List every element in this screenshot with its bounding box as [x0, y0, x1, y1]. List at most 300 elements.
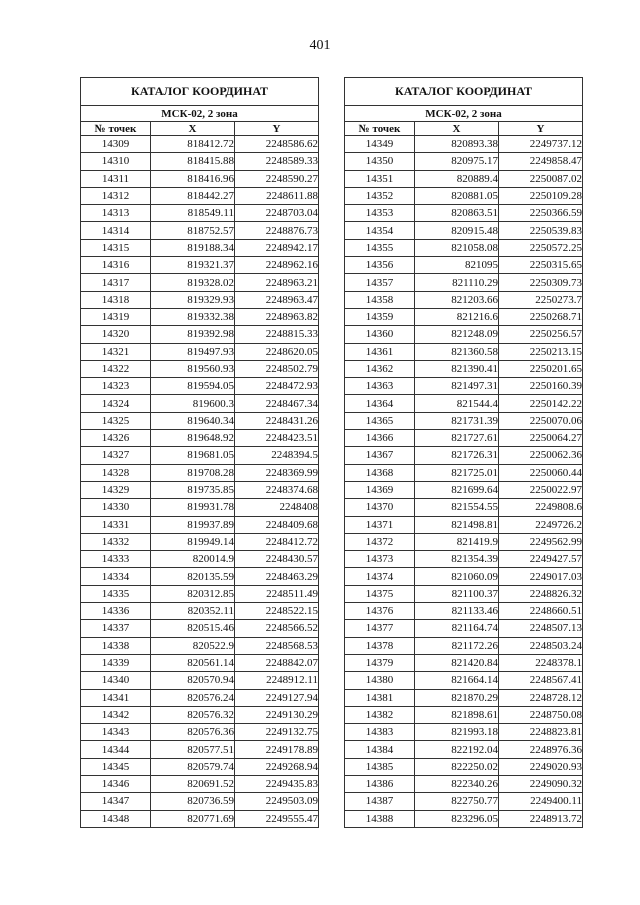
x-coordinate-cell: 821497.31: [415, 378, 499, 395]
point-number-cell: 14350: [345, 153, 415, 170]
point-number-cell: 14370: [345, 499, 415, 516]
y-coordinate-cell: 2248962.16: [235, 257, 319, 274]
y-coordinate-cell: 2250201.65: [499, 360, 583, 377]
x-coordinate-cell: 819328.02: [151, 274, 235, 291]
y-coordinate-cell: 2250572.25: [499, 239, 583, 256]
table-row: [345, 291, 583, 308]
y-coordinate-cell: 2250539.83: [499, 222, 583, 239]
x-coordinate-cell: 820771.69: [151, 810, 235, 827]
coordinate-catalog-table: [80, 77, 319, 828]
x-coordinate-cell: 821095: [415, 257, 499, 274]
column-header-y: Y: [499, 122, 583, 136]
table-row: [345, 395, 583, 412]
y-coordinate-cell: 2249562.99: [499, 533, 583, 550]
point-number-cell: 14385: [345, 758, 415, 775]
table-row: [345, 187, 583, 204]
x-coordinate-cell: 819392.98: [151, 326, 235, 343]
point-number-cell: 14383: [345, 724, 415, 741]
table-row: [345, 447, 583, 464]
point-number-cell: 14330: [81, 499, 151, 516]
y-coordinate-cell: 2249020.93: [499, 758, 583, 775]
table-row: [81, 758, 319, 775]
y-coordinate-cell: 2250070.06: [499, 412, 583, 429]
x-coordinate-cell: 818416.96: [151, 170, 235, 187]
point-number-cell: 14319: [81, 308, 151, 325]
point-number-cell: 14376: [345, 603, 415, 620]
y-coordinate-cell: 2248511.49: [235, 585, 319, 602]
table-row: [345, 533, 583, 550]
x-coordinate-cell: 822340.26: [415, 775, 499, 792]
point-number-cell: 14316: [81, 257, 151, 274]
y-coordinate-cell: 2248502.79: [235, 360, 319, 377]
point-number-cell: 14368: [345, 464, 415, 481]
y-coordinate-cell: 2249435.83: [235, 775, 319, 792]
point-number-cell: 14332: [81, 533, 151, 550]
x-coordinate-cell: 821060.09: [415, 568, 499, 585]
point-number-cell: 14364: [345, 395, 415, 412]
table-row: [81, 412, 319, 429]
x-coordinate-cell: 820881.05: [415, 187, 499, 204]
x-coordinate-cell: 820561.14: [151, 654, 235, 671]
table-row: [81, 551, 319, 568]
point-number-cell: 14326: [81, 430, 151, 447]
point-number-cell: 14328: [81, 464, 151, 481]
table-row: [345, 343, 583, 360]
table-row: [345, 326, 583, 343]
table-row: [345, 724, 583, 741]
coordinate-catalog-table: [344, 77, 583, 828]
y-coordinate-cell: 2248963.82: [235, 308, 319, 325]
point-number-cell: 14374: [345, 568, 415, 585]
y-coordinate-cell: 2248467.34: [235, 395, 319, 412]
table-row: [81, 654, 319, 671]
y-coordinate-cell: 2249427.57: [499, 551, 583, 568]
x-coordinate-cell: 821100.37: [415, 585, 499, 602]
y-coordinate-cell: 2248976.36: [499, 741, 583, 758]
x-coordinate-cell: 819497.93: [151, 343, 235, 360]
table-row: [345, 654, 583, 671]
y-coordinate-cell: 2249017.03: [499, 568, 583, 585]
table-row: [81, 222, 319, 239]
table-row: [345, 136, 583, 153]
y-coordinate-cell: 2250268.71: [499, 308, 583, 325]
table-row: [81, 430, 319, 447]
catalog-body: [81, 136, 319, 828]
y-coordinate-cell: 2250022.97: [499, 481, 583, 498]
table-row: [81, 360, 319, 377]
table-row: [81, 775, 319, 792]
y-coordinate-cell: 2249130.29: [235, 706, 319, 723]
y-coordinate-cell: 2250273.7: [499, 291, 583, 308]
table-row: [345, 464, 583, 481]
point-number-cell: 14347: [81, 793, 151, 810]
point-number-cell: 14342: [81, 706, 151, 723]
y-coordinate-cell: 2248750.08: [499, 706, 583, 723]
table-row: [345, 810, 583, 827]
catalog-title: КАТАЛОГ КООРДИНАТ: [345, 78, 583, 106]
table-row: [81, 516, 319, 533]
table-row: [81, 447, 319, 464]
point-number-cell: 14361: [345, 343, 415, 360]
x-coordinate-cell: 818412.72: [151, 136, 235, 153]
column-header-y: Y: [235, 122, 319, 136]
table-row: [345, 378, 583, 395]
x-coordinate-cell: 820736.59: [151, 793, 235, 810]
y-coordinate-cell: 2249503.09: [235, 793, 319, 810]
catalog-subtitle: МСК-02, 2 зона: [345, 106, 583, 122]
y-coordinate-cell: 2248611.88: [235, 187, 319, 204]
point-number-cell: 14325: [81, 412, 151, 429]
point-number-cell: 14320: [81, 326, 151, 343]
point-number-cell: 14355: [345, 239, 415, 256]
table-row: [345, 603, 583, 620]
point-number-cell: 14356: [345, 257, 415, 274]
y-coordinate-cell: 2248913.72: [499, 810, 583, 827]
x-coordinate-cell: 821248.09: [415, 326, 499, 343]
table-row: [345, 775, 583, 792]
y-coordinate-cell: 2248431.26: [235, 412, 319, 429]
y-coordinate-cell: 2248472.93: [235, 378, 319, 395]
point-number-cell: 14310: [81, 153, 151, 170]
point-number-cell: 14353: [345, 205, 415, 222]
point-number-cell: 14380: [345, 672, 415, 689]
x-coordinate-cell: 821133.46: [415, 603, 499, 620]
x-coordinate-cell: 821172.26: [415, 637, 499, 654]
point-number-cell: 14369: [345, 481, 415, 498]
table-row: [81, 308, 319, 325]
table-row: [345, 568, 583, 585]
x-coordinate-cell: 821544.4: [415, 395, 499, 412]
point-number-cell: 14323: [81, 378, 151, 395]
point-number-cell: 14371: [345, 516, 415, 533]
point-number-cell: 14311: [81, 170, 151, 187]
y-coordinate-cell: 2248423.51: [235, 430, 319, 447]
x-coordinate-cell: 820691.52: [151, 775, 235, 792]
table-row: [345, 499, 583, 516]
x-coordinate-cell: 819937.89: [151, 516, 235, 533]
table-row: [81, 136, 319, 153]
point-number-cell: 14315: [81, 239, 151, 256]
x-coordinate-cell: 820135.59: [151, 568, 235, 585]
table-row: [81, 481, 319, 498]
y-coordinate-cell: 2248912.11: [235, 672, 319, 689]
point-number-cell: 14340: [81, 672, 151, 689]
y-coordinate-cell: 2249268.94: [235, 758, 319, 775]
point-number-cell: 14359: [345, 308, 415, 325]
y-coordinate-cell: 2249127.94: [235, 689, 319, 706]
y-coordinate-cell: 2248590.27: [235, 170, 319, 187]
column-header-point-number: № точек: [81, 122, 151, 136]
y-coordinate-cell: 2249400.11: [499, 793, 583, 810]
y-coordinate-cell: 2248503.24: [499, 637, 583, 654]
point-number-cell: 14333: [81, 551, 151, 568]
table-row: [345, 222, 583, 239]
point-number-cell: 14388: [345, 810, 415, 827]
y-coordinate-cell: 2249808.6: [499, 499, 583, 516]
x-coordinate-cell: 821725.01: [415, 464, 499, 481]
x-coordinate-cell: 818752.57: [151, 222, 235, 239]
table-row: [345, 239, 583, 256]
x-coordinate-cell: 821110.29: [415, 274, 499, 291]
x-coordinate-cell: 821699.64: [415, 481, 499, 498]
point-number-cell: 14351: [345, 170, 415, 187]
point-number-cell: 14348: [81, 810, 151, 827]
y-coordinate-cell: 2248463.29: [235, 568, 319, 585]
x-coordinate-cell: 821203.66: [415, 291, 499, 308]
point-number-cell: 14373: [345, 551, 415, 568]
x-coordinate-cell: 821420.84: [415, 654, 499, 671]
x-coordinate-cell: 820312.85: [151, 585, 235, 602]
page-number: 401: [309, 38, 331, 53]
x-coordinate-cell: 820515.46: [151, 620, 235, 637]
table-row: [81, 568, 319, 585]
x-coordinate-cell: 819648.92: [151, 430, 235, 447]
y-coordinate-cell: 2248566.52: [235, 620, 319, 637]
point-number-cell: 14349: [345, 136, 415, 153]
y-coordinate-cell: 2249090.32: [499, 775, 583, 792]
point-number-cell: 14309: [81, 136, 151, 153]
table-row: [81, 291, 319, 308]
x-coordinate-cell: 820014.9: [151, 551, 235, 568]
y-coordinate-cell: 2248815.33: [235, 326, 319, 343]
column-header-x: X: [415, 122, 499, 136]
x-coordinate-cell: 820576.32: [151, 706, 235, 723]
x-coordinate-cell: 820577.51: [151, 741, 235, 758]
x-coordinate-cell: 821390.41: [415, 360, 499, 377]
table-row: [345, 741, 583, 758]
table-row: [345, 153, 583, 170]
catalog-title: КАТАЛОГ КООРДИНАТ: [81, 78, 319, 106]
x-coordinate-cell: 819321.37: [151, 257, 235, 274]
table-row: [81, 170, 319, 187]
table-row: [81, 343, 319, 360]
point-number-cell: 14337: [81, 620, 151, 637]
x-coordinate-cell: 819594.05: [151, 378, 235, 395]
point-number-cell: 14344: [81, 741, 151, 758]
point-number-cell: 14338: [81, 637, 151, 654]
point-number-cell: 14382: [345, 706, 415, 723]
table-row: [345, 637, 583, 654]
point-number-cell: 14331: [81, 516, 151, 533]
x-coordinate-cell: 821498.81: [415, 516, 499, 533]
y-coordinate-cell: 2248826.32: [499, 585, 583, 602]
point-number-cell: 14365: [345, 412, 415, 429]
x-coordinate-cell: 823296.05: [415, 810, 499, 827]
table-row: [81, 257, 319, 274]
point-number-cell: 14322: [81, 360, 151, 377]
x-coordinate-cell: 819188.34: [151, 239, 235, 256]
x-coordinate-cell: 818549.11: [151, 205, 235, 222]
table-row: [81, 603, 319, 620]
table-row: [345, 620, 583, 637]
x-coordinate-cell: 822192.04: [415, 741, 499, 758]
point-number-cell: 14362: [345, 360, 415, 377]
x-coordinate-cell: 820576.24: [151, 689, 235, 706]
y-coordinate-cell: 2250213.15: [499, 343, 583, 360]
x-coordinate-cell: 821898.61: [415, 706, 499, 723]
x-coordinate-cell: 821731.39: [415, 412, 499, 429]
table-row: [81, 637, 319, 654]
point-number-cell: 14381: [345, 689, 415, 706]
table-row: [345, 758, 583, 775]
x-coordinate-cell: 819931.78: [151, 499, 235, 516]
table-row: [345, 308, 583, 325]
y-coordinate-cell: 2248876.73: [235, 222, 319, 239]
table-row: [345, 516, 583, 533]
table-row: [345, 793, 583, 810]
x-coordinate-cell: 821419.9: [415, 533, 499, 550]
column-header-point-number: № точек: [345, 122, 415, 136]
point-number-cell: 14360: [345, 326, 415, 343]
x-coordinate-cell: 821164.74: [415, 620, 499, 637]
point-number-cell: 14357: [345, 274, 415, 291]
x-coordinate-cell: 819560.93: [151, 360, 235, 377]
point-number-cell: 14334: [81, 568, 151, 585]
table-row: [81, 205, 319, 222]
point-number-cell: 14335: [81, 585, 151, 602]
y-coordinate-cell: 2248374.68: [235, 481, 319, 498]
y-coordinate-cell: 2250142.22: [499, 395, 583, 412]
x-coordinate-cell: 821664.14: [415, 672, 499, 689]
point-number-cell: 14375: [345, 585, 415, 602]
y-coordinate-cell: 2248567.41: [499, 672, 583, 689]
table-row: [81, 239, 319, 256]
point-number-cell: 14327: [81, 447, 151, 464]
x-coordinate-cell: 820522.9: [151, 637, 235, 654]
point-number-cell: 14346: [81, 775, 151, 792]
point-number-cell: 14363: [345, 378, 415, 395]
y-coordinate-cell: 2248703.04: [235, 205, 319, 222]
table-row: [81, 585, 319, 602]
x-coordinate-cell: 820975.17: [415, 153, 499, 170]
y-coordinate-cell: 2248369.99: [235, 464, 319, 481]
y-coordinate-cell: 2249858.47: [499, 153, 583, 170]
point-number-cell: 14372: [345, 533, 415, 550]
y-coordinate-cell: 2250109.28: [499, 187, 583, 204]
table-row: [345, 170, 583, 187]
y-coordinate-cell: 2248522.15: [235, 603, 319, 620]
y-coordinate-cell: 2250064.27: [499, 430, 583, 447]
point-number-cell: 14387: [345, 793, 415, 810]
x-coordinate-cell: 820889.4: [415, 170, 499, 187]
point-number-cell: 14378: [345, 637, 415, 654]
point-number-cell: 14339: [81, 654, 151, 671]
y-coordinate-cell: 2250060.44: [499, 464, 583, 481]
catalog-body: [345, 136, 583, 828]
y-coordinate-cell: 2248412.72: [235, 533, 319, 550]
table-row: [81, 672, 319, 689]
y-coordinate-cell: 2248728.12: [499, 689, 583, 706]
x-coordinate-cell: 822250.02: [415, 758, 499, 775]
x-coordinate-cell: 821354.39: [415, 551, 499, 568]
table-row: [345, 481, 583, 498]
point-number-cell: 14341: [81, 689, 151, 706]
x-coordinate-cell: 821726.31: [415, 447, 499, 464]
point-number-cell: 14321: [81, 343, 151, 360]
y-coordinate-cell: 2249178.89: [235, 741, 319, 758]
x-coordinate-cell: 820352.11: [151, 603, 235, 620]
table-row: [81, 153, 319, 170]
y-coordinate-cell: 2250315.65: [499, 257, 583, 274]
x-coordinate-cell: 820893.38: [415, 136, 499, 153]
table-row: [345, 360, 583, 377]
table-row: [345, 689, 583, 706]
table-row: [81, 793, 319, 810]
table-row: [81, 810, 319, 827]
x-coordinate-cell: 821993.18: [415, 724, 499, 741]
x-coordinate-cell: 819708.28: [151, 464, 235, 481]
y-coordinate-cell: 2248842.07: [235, 654, 319, 671]
point-number-cell: 14312: [81, 187, 151, 204]
table-row: [345, 257, 583, 274]
x-coordinate-cell: 820576.36: [151, 724, 235, 741]
table-row: [345, 551, 583, 568]
point-number-cell: 14336: [81, 603, 151, 620]
table-row: [345, 585, 583, 602]
table-row: [81, 741, 319, 758]
y-coordinate-cell: 2248408: [235, 499, 319, 516]
y-coordinate-cell: 2248430.57: [235, 551, 319, 568]
y-coordinate-cell: 2250087.02: [499, 170, 583, 187]
y-coordinate-cell: 2248568.53: [235, 637, 319, 654]
point-number-cell: 14379: [345, 654, 415, 671]
point-number-cell: 14386: [345, 775, 415, 792]
table-row: [81, 499, 319, 516]
point-number-cell: 14358: [345, 291, 415, 308]
point-number-cell: 14318: [81, 291, 151, 308]
point-number-cell: 14343: [81, 724, 151, 741]
y-coordinate-cell: 2248394.5: [235, 447, 319, 464]
y-coordinate-cell: 2250160.39: [499, 378, 583, 395]
y-coordinate-cell: 2248409.68: [235, 516, 319, 533]
table-row: [81, 689, 319, 706]
y-coordinate-cell: 2248586.62: [235, 136, 319, 153]
x-coordinate-cell: 821216.6: [415, 308, 499, 325]
x-coordinate-cell: 819329.93: [151, 291, 235, 308]
table-row: [81, 464, 319, 481]
x-coordinate-cell: 819949.14: [151, 533, 235, 550]
point-number-cell: 14324: [81, 395, 151, 412]
table-row: [345, 672, 583, 689]
x-coordinate-cell: 820570.94: [151, 672, 235, 689]
y-coordinate-cell: 2248823.81: [499, 724, 583, 741]
table-row: [81, 724, 319, 741]
point-number-cell: 14377: [345, 620, 415, 637]
point-number-cell: 14352: [345, 187, 415, 204]
y-coordinate-cell: 2248963.47: [235, 291, 319, 308]
table-row: [345, 430, 583, 447]
y-coordinate-cell: 2248942.17: [235, 239, 319, 256]
point-number-cell: 14367: [345, 447, 415, 464]
point-number-cell: 14345: [81, 758, 151, 775]
catalog-subtitle: МСК-02, 2 зона: [81, 106, 319, 122]
x-coordinate-cell: 821727.61: [415, 430, 499, 447]
y-coordinate-cell: 2248660.51: [499, 603, 583, 620]
y-coordinate-cell: 2249726.2: [499, 516, 583, 533]
table-row: [81, 706, 319, 723]
table-row: [81, 620, 319, 637]
y-coordinate-cell: 2250062.36: [499, 447, 583, 464]
table-row: [81, 274, 319, 291]
y-coordinate-cell: 2248589.33: [235, 153, 319, 170]
point-number-cell: 14354: [345, 222, 415, 239]
point-number-cell: 14317: [81, 274, 151, 291]
x-coordinate-cell: 819681.05: [151, 447, 235, 464]
table-row: [81, 326, 319, 343]
x-coordinate-cell: 820915.48: [415, 222, 499, 239]
x-coordinate-cell: 821058.08: [415, 239, 499, 256]
x-coordinate-cell: 818415.88: [151, 153, 235, 170]
